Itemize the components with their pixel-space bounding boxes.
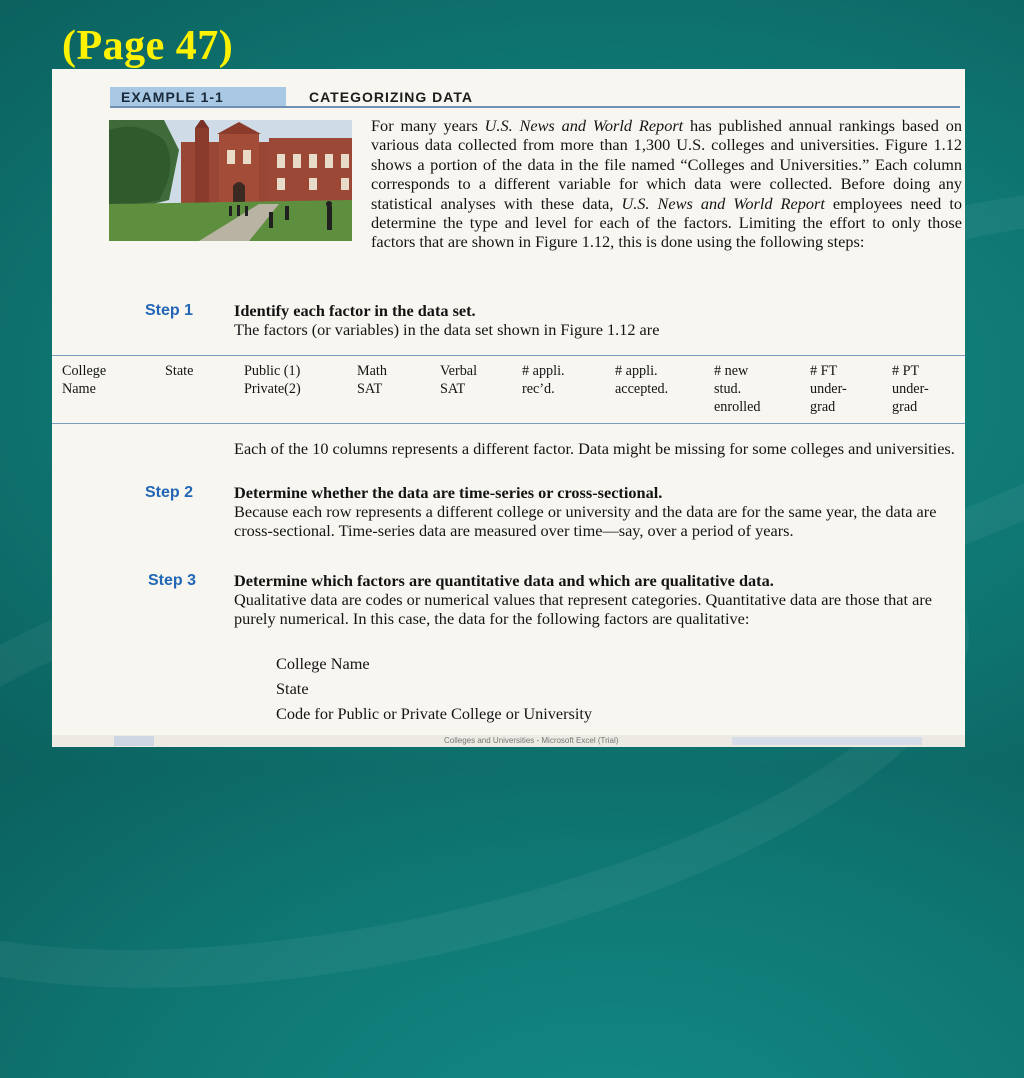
excel-status-text: Colleges and Universities - Microsoft Excel (Trial) (444, 736, 619, 745)
step-2-label: Step 2 (145, 484, 194, 501)
factor-column: # new stud. enrolled (714, 363, 761, 415)
example-title: CATEGORIZING DATA (309, 89, 473, 105)
list-item: Code for Public or Private College or University (276, 704, 593, 723)
header-rule (110, 106, 960, 108)
qualitative-factors-list (276, 654, 592, 729)
factor-column: # FT under- grad (810, 363, 847, 415)
factor-column: State (165, 363, 194, 379)
example-label: EXAMPLE 1-1 (110, 87, 286, 107)
factor-column: # appli. rec’d. (522, 363, 565, 397)
step-1-heading: Identify each factor in the data set. (234, 301, 476, 320)
example-header (110, 87, 960, 107)
list-item: College Name (276, 654, 370, 673)
factors-table (52, 355, 965, 424)
factor-column: # appli. accepted. (615, 363, 669, 397)
step-1-after-paragraph: Each of the 10 columns represents a different factor. Data might be missing for some colleges and universities. (234, 439, 955, 458)
factor-column: # PT under- grad (892, 363, 929, 415)
step-1-body: The factors (or variables) in the data set shown in Figure 1.12 are (234, 320, 660, 339)
example-intro-paragraph: For many years U.S. News and World Report has published annual rankings based on various data collected from more than 1,300 U.S. colleges and universities. Figure 1.12 shows a portion of the data in the file named “Colleges and Universities.” Each column corresponds to a different variable for which data were collected. Before doing any statistical analyses with these data, U.S. News and World Report employees need to determine the type and level for each of the factors. Limiting the effort to only those factors that are shown in Figure 1.12, this is done using the following steps: (371, 116, 962, 252)
textbook-page-scan (52, 69, 965, 747)
step-3-heading: Determine which factors are quantitative data and which are qualitative data. (234, 571, 774, 590)
excel-taskbar-icon (114, 736, 154, 746)
list-item: State (276, 679, 309, 698)
step-3-body: Qualitative data are codes or numerical values that represent categories. Quantitative data are those that are purely numerical. In this case, the data for the following factors are qualitative: (234, 590, 932, 629)
slide-title: (Page 47) (62, 23, 234, 69)
step-1-label: Step 1 (145, 302, 194, 319)
step-3-label: Step 3 (148, 572, 197, 589)
taskbar-region (732, 737, 922, 745)
scan-bottom-strip (52, 735, 965, 747)
factor-column: Verbal SAT (440, 363, 478, 397)
factor-column: College Name (62, 363, 107, 397)
step-2-body: Because each row represents a different college or university and the data are for the same year, the data are cross-sectional. Time-series data are measured over time—say, over a period of years. (234, 502, 937, 541)
factor-column: Public (1) Private(2) (244, 363, 301, 397)
step-2-heading: Determine whether the data are time-series or cross-sectional. (234, 483, 663, 502)
factor-column: Math SAT (357, 363, 387, 397)
